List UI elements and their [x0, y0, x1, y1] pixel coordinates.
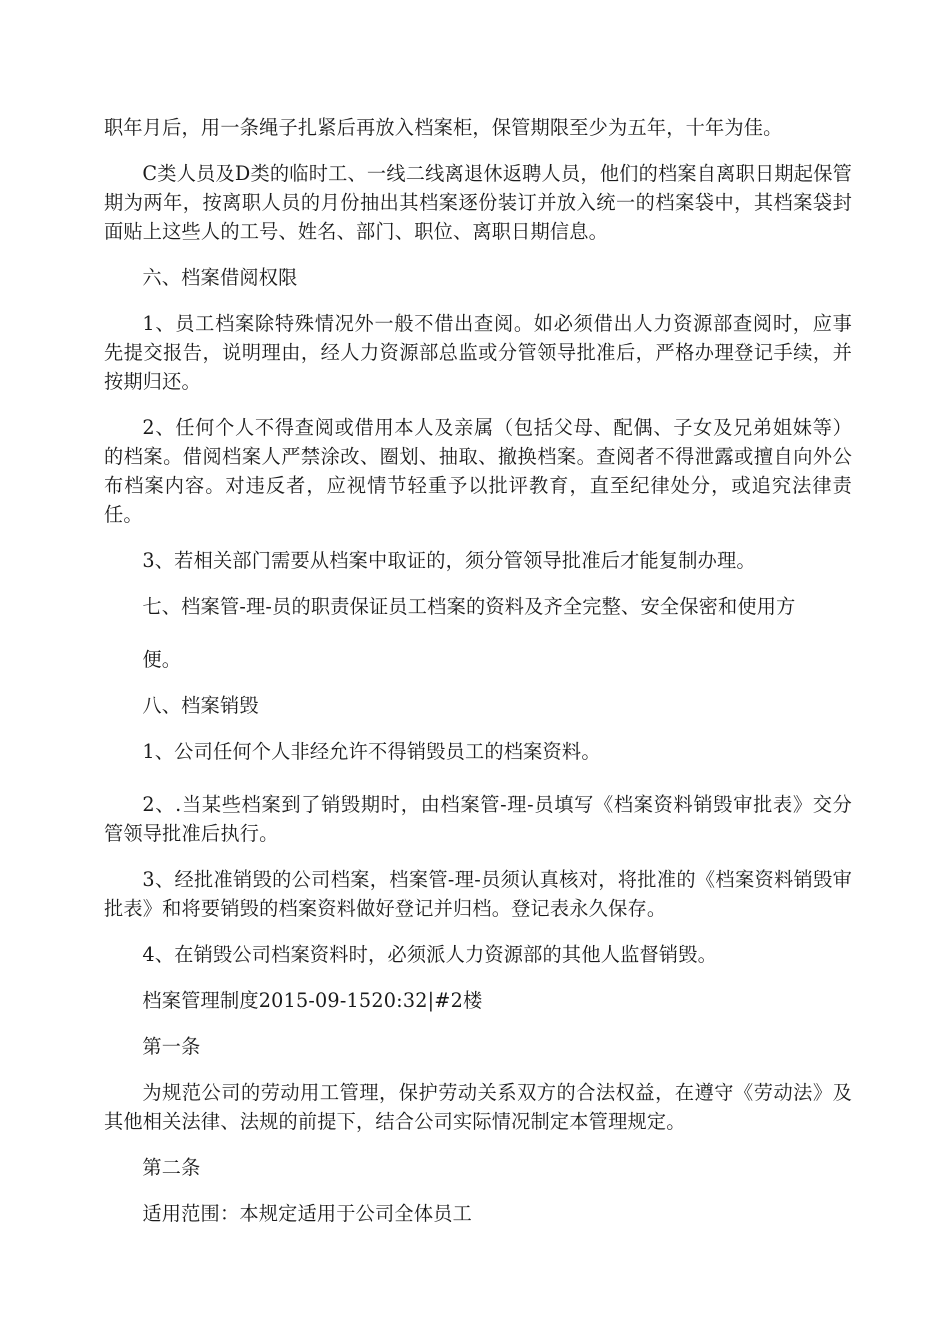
section-heading-keeper-duties: 七、档案管-理-员的职责保证员工档案的资料及齐全完整、安全保密和使用方 — [142, 595, 796, 618]
paragraph-destruction-rule-2: 2、.当某些档案到了销毁期时，由档案管-理-员填写《档案资料销毁审批表》交分管领导批准后执行。 — [104, 793, 852, 845]
paragraph-article-1: 为规范公司的劳动用工管理，保护劳动关系双方的合法权益，在遵守《劳动法》及其他相关法律、法规的前提下，结合公司实际情况制定本管理规定。 — [104, 1081, 852, 1133]
paragraph-destruction-rule-4: 4、在销毁公司档案资料时，必须派人力资源部的其他人监督销毁。 — [142, 943, 718, 966]
paragraph-destruction-rule-1: 1、公司任何个人非经允许不得销毁员工的档案资料。 — [142, 740, 601, 763]
paragraph-continuation: 职年月后，用一条绳子扎紧后再放入档案柜，保管期限至少为五年，十年为佳。 — [104, 116, 783, 139]
paragraph-borrowing-rule-1: 1、员工档案除特殊情况外一般不借出查阅。如必须借出人力资源部查阅时，应事先提交报告，说明理由，经人力资源部总监或分管领导批准后，严格办理登记手续，并按期归还。 — [104, 312, 852, 393]
paragraph-destruction-rule-3: 3、经批准销毁的公司档案，档案管-理-员须认真核对，将批准的《档案资料销毁审批表》和将要销毁的档案资料做好登记并归档。登记表永久保存。 — [104, 868, 852, 920]
paragraph-borrowing-rule-2: 2、任何个人不得查阅或借用本人及亲属（包括父母、配偶、子女及兄弟姐妹等）的档案。借阅档案人严禁涂改、圈划、抽取、撤换档案。查阅者不得泄露或擅自向外公布档案内容。对违反者，应视情节轻重予以批评教育，直至纪律处分，或追究法律责任。 — [104, 416, 852, 526]
paragraph-article-2: 适用范围：本规定适用于公司全体员工 — [142, 1202, 472, 1225]
section-heading-borrowing: 六、档案借阅权限 — [142, 266, 298, 289]
paragraph-keeper-duties-end: 便。 — [142, 648, 182, 671]
article-heading-2: 第二条 — [142, 1156, 201, 1179]
section-heading-destruction: 八、档案销毁 — [142, 694, 259, 717]
article-heading-1: 第一条 — [142, 1035, 201, 1058]
post-header: 档案管理制度2015-09-1520:32|#2楼 — [142, 989, 483, 1012]
document-page — [104, 113, 852, 1245]
paragraph-class-cd-retention: C类人员及D类的临时工、一线二线离退休返聘人员，他们的档案自离职日期起保管期为两年，按离职人员的月份抽出其档案逐份装订并放入统一的档案袋中，其档案袋封面贴上这些人的工号、姓名、部门、职位、离职日期信息。 — [104, 162, 852, 243]
paragraph-borrowing-rule-3: 3、若相关部门需要从档案中取证的，须分管领导批准后才能复制办理。 — [142, 549, 756, 572]
